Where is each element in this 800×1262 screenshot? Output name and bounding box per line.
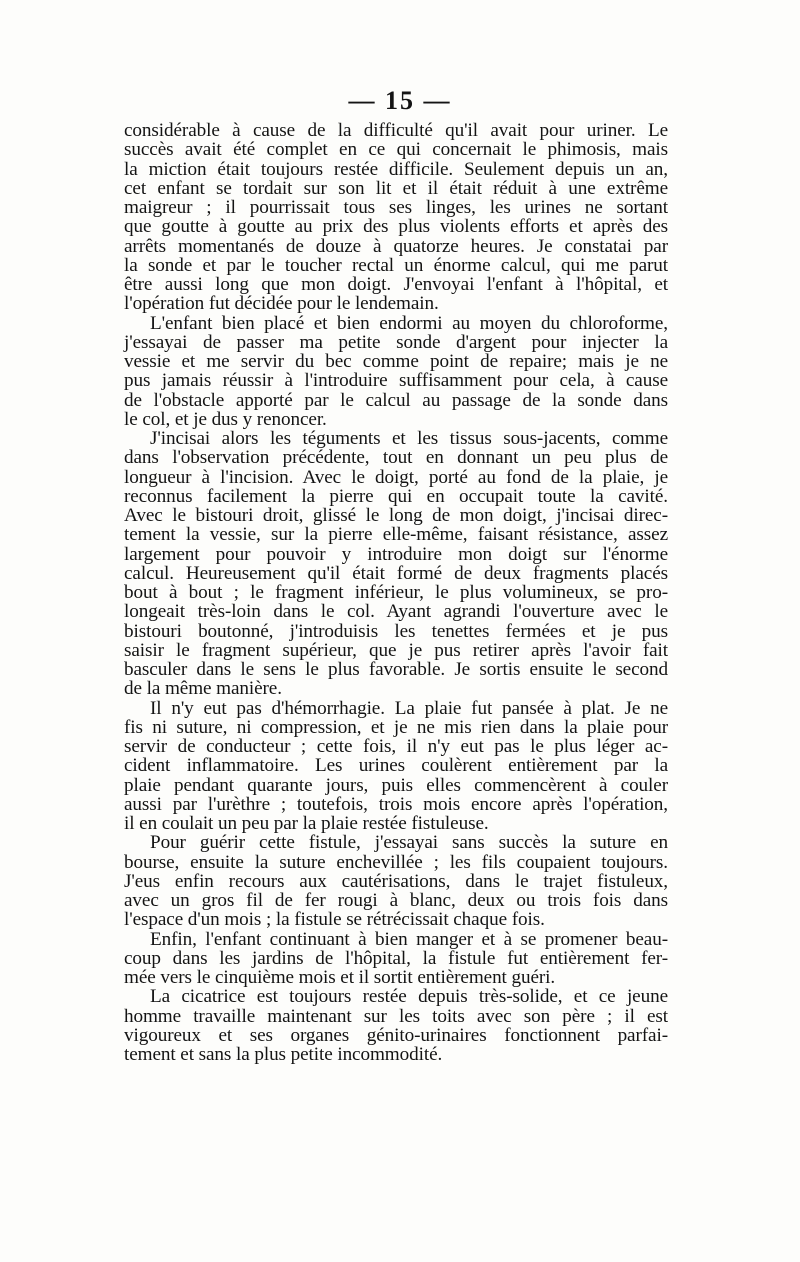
text-line: avec un gros fil de fer rougi à blanc, deux ou trois fois dans xyxy=(124,890,668,911)
text-line: calcul. Heureusement qu'il était formé de deux fragments placés xyxy=(124,562,668,584)
text-line: que goutte à goutte au prix des plus violents efforts et après des xyxy=(124,216,668,238)
text-line: arrêts momentanés de douze à quatorze heures. Je constatai par xyxy=(124,235,668,257)
text-line: bistouri boutonné, j'introduisis les tenettes fermées et je pus xyxy=(124,620,668,642)
text-line: il en coulait un peu par la plaie restée fistuleuse. xyxy=(124,813,489,834)
text-line: bourse, ensuite la suture enchevillée ; les fils coupaient toujours. xyxy=(124,851,668,873)
paragraph xyxy=(124,930,668,988)
text-line: dans l'observation précédente, tout en donnant un peu plus de xyxy=(124,447,668,469)
text-line: aussi par l'urèthre ; toutefois, trois mois encore après l'opération, xyxy=(124,793,668,815)
text-line: coup dans les jardins de l'hôpital, la fistule fut entièrement fer- xyxy=(124,947,668,969)
text-line: Pour guérir cette fistule, j'essayai sans succès la suture en xyxy=(150,832,668,854)
text-line: basculer dans le sens le plus favorable. Je sortis ensuite le second xyxy=(124,659,668,680)
paragraph xyxy=(124,121,668,314)
text-line: tement la vessie, sur la pierre elle-même, faisant résistance, assez xyxy=(124,524,668,546)
text-line: vigoureux et ses organes génito-urinaires fonctionnent parfai- xyxy=(124,1024,668,1046)
text-line: Il n'y eut pas d'hémorrhagie. La plaie fut pansée à plat. Je ne xyxy=(150,697,668,719)
text-line: homme travaille maintenant sur les toits avec son père ; il est xyxy=(124,1005,668,1027)
text-line: longeait très-loin dans le col. Ayant agrandi l'ouverture avec le xyxy=(124,601,668,623)
text-line: J'incisai alors les téguments et les tissus sous-jacents, comme xyxy=(150,428,668,449)
text-line: maigreur ; il pourrissait tous ses linges, les urines ne sortant xyxy=(124,197,668,218)
text-line: fis ni suture, ni compression, et je ne mis rien dans la plaie pour xyxy=(124,716,668,738)
text-line: La cicatrice est toujours restée depuis très-solide, et ce jeune xyxy=(150,986,668,1008)
body-text xyxy=(124,121,668,1064)
text-line: plaie pendant quarante jours, puis elles commencèrent à couler xyxy=(124,774,668,796)
text-line: L'enfant bien placé et bien endormi au moyen du chloroforme, xyxy=(150,312,668,334)
text-line: de l'obstacle apporté par le calcul au passage de la sonde dans xyxy=(124,389,668,411)
text-line: l'opération fut décidée pour le lendemain. xyxy=(124,293,439,315)
paragraph xyxy=(124,314,668,430)
text-line: l'espace d'un mois ; la fistule se rétrécissait chaque fois. xyxy=(124,909,545,931)
text-line: bout à bout ; le fragment inférieur, le plus volumineux, se pro- xyxy=(124,582,668,603)
text-line: longueur à l'incision. Avec le doigt, porté au fond de la plaie, je xyxy=(124,466,668,488)
text-line: tement et sans la plus petite incommodité. xyxy=(124,1044,443,1065)
text-line: cident inflammatoire. Les urines coulèrent entièrement par la xyxy=(124,755,668,777)
text-line: de la même manière. xyxy=(124,678,282,700)
text-line: servir de conducteur ; cette fois, il n'y eut pas le plus léger ac- xyxy=(124,736,668,757)
text-line: J'eus enfin recours aux cautérisations, dans le trajet fistuleux, xyxy=(124,870,668,892)
text-line: Enfin, l'enfant continuant à bien manger et à se promener beau- xyxy=(150,928,668,950)
text-line: cet enfant se tordait sur son lit et il était réduit à une extrême xyxy=(124,177,668,199)
text-line: être aussi long que mon doigt. J'envoyai l'enfant à l'hôpital, et xyxy=(124,274,668,295)
text-line: pus jamais réussir à l'introduire suffisamment pour cela, à cause xyxy=(124,370,668,392)
text-line: la sonde et par le toucher rectal un énorme calcul, qui me parut xyxy=(124,254,668,276)
paragraph xyxy=(124,699,668,834)
text-line: considérable à cause de la difficulté qu'il avait pour uriner. Le xyxy=(124,120,668,141)
text-line: le col, et je dus y renoncer. xyxy=(124,408,327,430)
text-line: la miction était toujours restée difficile. Seulement depuis un an, xyxy=(124,158,668,180)
text-line: succès avait été complet en ce qui concernait le phimosis, mais xyxy=(124,139,668,161)
paragraph xyxy=(124,987,668,1064)
text-line: j'essayai de passer ma petite sonde d'argent pour injecter la xyxy=(124,331,668,353)
paragraph xyxy=(124,429,668,699)
text-line: largement pour pouvoir y introduire mon doigt sur l'énorme xyxy=(124,543,668,565)
text-line: vessie et me servir du bec comme point de repaire; mais je ne xyxy=(124,351,668,372)
text-line: mée vers le cinquième mois et il sortit entièrement guéri. xyxy=(124,967,556,988)
text-line: Avec le bistouri droit, glissé le long de mon doigt, j'incisai direc- xyxy=(124,505,668,526)
text-line: saisir le fragment supérieur, que je pus retirer après l'avoir fait xyxy=(124,639,668,661)
text-line: reconnus facilement la pierre qui en occupait toute la cavité. xyxy=(124,485,668,507)
page-number: — 15 — xyxy=(348,86,452,115)
paragraph xyxy=(124,833,668,929)
